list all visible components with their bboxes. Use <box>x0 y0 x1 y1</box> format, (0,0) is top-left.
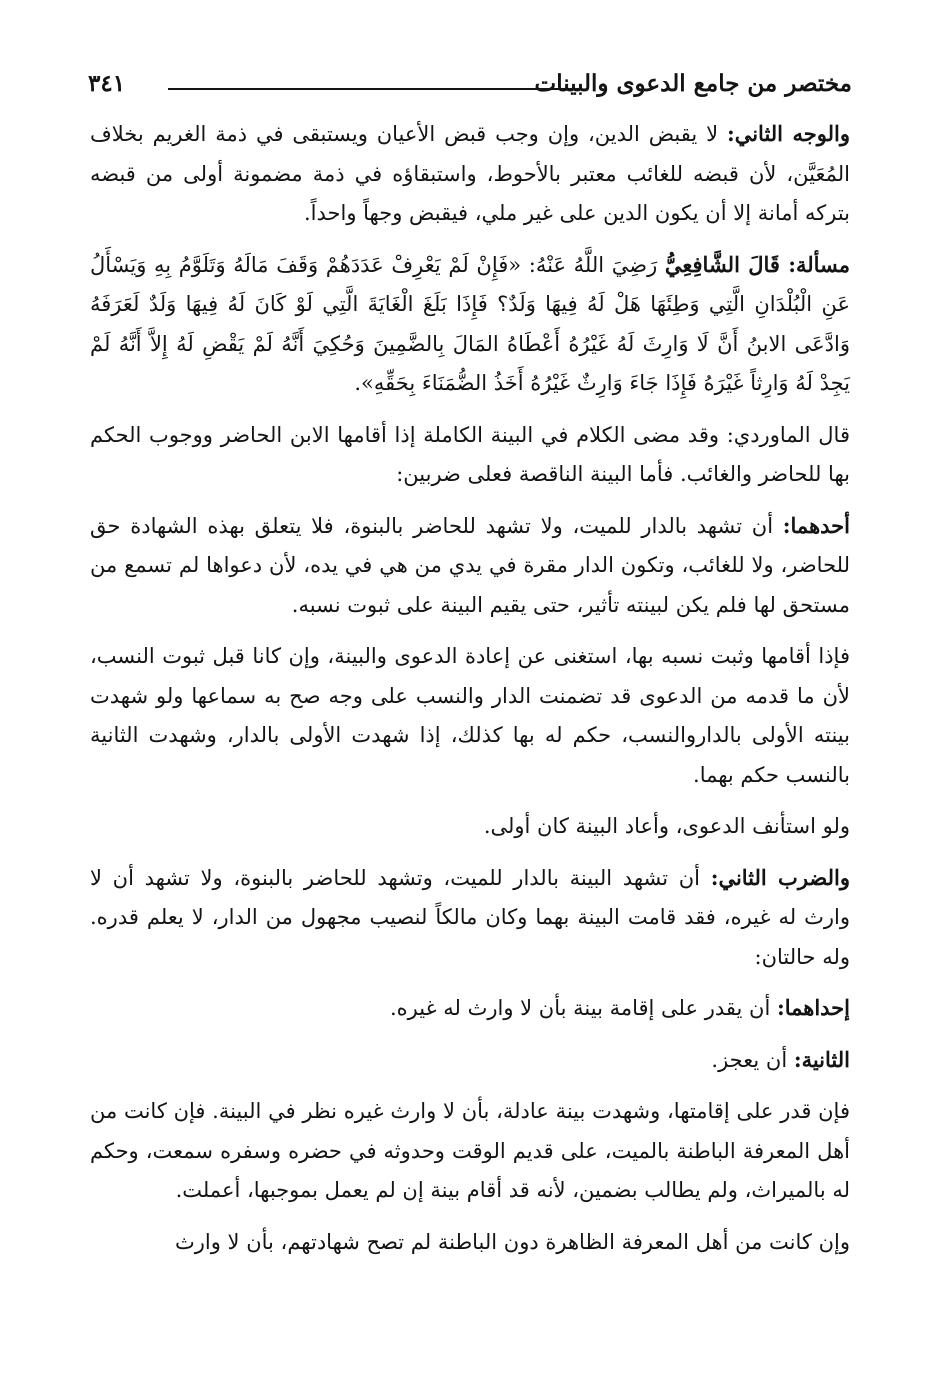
paragraph <box>90 858 850 978</box>
paragraph-shafii-quote <box>90 245 850 404</box>
paragraph-text: أن تشهد بالدار للميت، ولا تشهد للحاضر بالبنوة، فلا يتعلق بهذه الشهادة حق للحاضر، ولا للغائب، وتكون الدار مقرة في يدي من هي في يده، لأن دعواها لم تسمع من مستحق لها فلم يكن لبينته تأثير، حتى يقيم البينة على ثبوت نسبه. <box>90 513 850 617</box>
paragraph <box>90 1091 850 1211</box>
paragraph-lead: الثانية: <box>793 1046 850 1072</box>
page-number: ٣٤١ <box>88 70 126 97</box>
paragraph-lead: أحدهما: <box>782 512 850 538</box>
paragraph <box>90 1040 850 1081</box>
paragraph-text: أن تشهد البينة بالدار للميت، وتشهد للحاضر بالبنوة، ولا تشهد أن لا وارث له غيره، فقد قامت البينة بهما وكان مالكاً لنصيب مجهول من الدار، لا يعلم قدره. وله حالتان: <box>90 865 850 969</box>
paragraph-text: فإن قدر على إقامتها، وشهدت بينة عادلة، بأن لا وارث غيره نظر في البينة. فإن كانت من أهل المعرفة الباطنة بالميت، على قديم الوقت وحدوثه في حضره وسفره سمعت، وحكم له بالميراث، ولم يطالب بضمين، لأنه قد أقام بينة إن لم يعمل بموجبها، أعملت. <box>90 1099 850 1202</box>
paragraph-text: رَضِيَ اللَّهُ عَنْهُ: «فَإِنْ لَمْ يَعْرِفْ عَدَدَهُمْ وَقَفَ مَالَهُ وَتَلَوَّمُ بِهِ وَيَسْأَلُ عَنِ الْبُلْدَانِ الَّتِي وَطِئَهَا هَلْ لَهُ فِيهَا وَلَدٌ؟ فَإِذَا بَلَغَ الْغَايَةَ الَّتِي لَوْ كَانَ لَهُ فِيهَا وَلَدٌ لَعَرَفَهُ وَادَّعَى الابنُ أَنَّ لَا وَارِثَ لَهُ غَيْرُهُ أَعْطَاهُ المَالَ بِالضَّمِينَ وَحُكِيَ أَنَّهُ لَمْ يَقْضِ لَهُ إِلاَّ أَنَّهُ لَمْ يَجِدْ لَهُ وَارِثاً غَيْرَهُ فَإِذَا جَاءَ وَارِثٌ غَيْرُهُ أَخَذُ الضُّمَنَاءَ بِحَقِّهِ». <box>90 252 850 395</box>
paragraph-text: أن يعجز. <box>711 1047 794 1072</box>
paragraph-lead: والضرب الثاني: <box>710 864 851 890</box>
paragraph-lead: والوجه الثاني: <box>726 121 850 146</box>
paragraph-text: وإن كانت من أهل المعرفة الظاهرة دون الباطنة لم تصح شهادتهم، بأن لا وارث <box>174 1229 850 1254</box>
paragraph <box>90 806 850 847</box>
paragraph <box>90 415 850 495</box>
header-rule <box>168 88 582 90</box>
paragraph-text: لا يقبض الدين، وإن وجب قبض الأعيان ويستبقى في ذمة الغريم بخلاف المُعَيَّن، لأن قبضه للغائب معتبر بالأحوط، واستبقاؤه في ذمة مضمونة أولى من قبضه بتركه أمانة إلا أن يكون الدين على غير ملي، فيقبض وجهاً واحداً. <box>90 122 850 225</box>
paragraph <box>90 1222 850 1263</box>
paragraph <box>90 988 850 1029</box>
paragraph-text: ولو استأنف الدعوى، وأعاد البينة كان أولى. <box>483 814 850 838</box>
paragraph-lead: إحداهما: <box>776 995 850 1020</box>
paragraph <box>90 506 850 626</box>
paragraph-text: أن يقدر على إقامة بينة بأن لا وارث له غيره. <box>390 996 777 1020</box>
page-header <box>88 64 852 104</box>
paragraph <box>90 636 850 795</box>
paragraph-text: قال الماوردي: وقد مضى الكلام في البينة الكاملة إذا أقامها الابن الحاضر ووجوب الحكم بها للحاضر والغائب. فأما البينة الناقصة فعلى ضربين: <box>90 422 850 486</box>
paragraph <box>90 114 850 234</box>
paragraph-text: فإذا أقامها وثبت نسبه بها، استغنى عن إعادة الدعوى والبينة، وإن كانا قبل ثبوت النسب، لأن ما قدمه من الدعوى قد تضمنت الدار والنسب على وجه صح به سماعها ولو شهدت بينته الأولى بالداروالنسب، حكم له بها كذلك، إذا شهدت الأولى بالدار، وشهدت الثانية بالنسب حكم بهما. <box>90 644 850 787</box>
page-body <box>90 114 850 1273</box>
running-title: مختصر من جامع الدعوى والبينات <box>534 70 852 97</box>
paragraph-lead: مسألة: قَالَ الشَّافِعِيُّ <box>664 251 850 277</box>
